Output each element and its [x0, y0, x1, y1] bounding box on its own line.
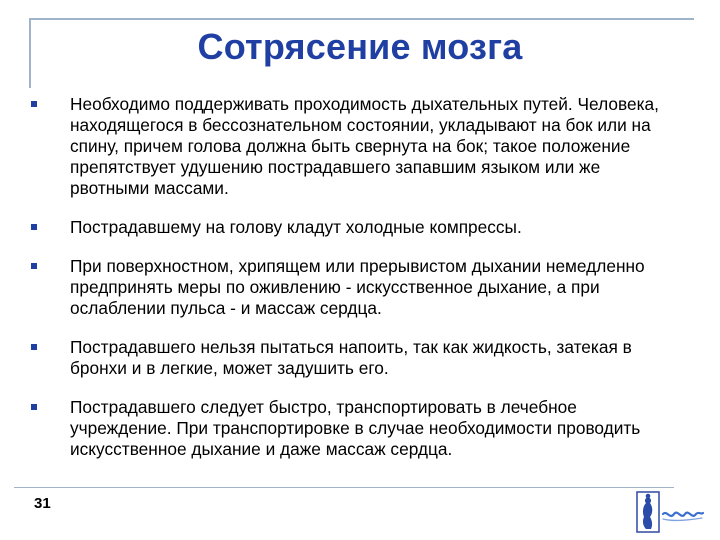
bullet-text: Пострадавшего следует быстро, транспортировать в лечебное учреждение. При транспортировке в случае необходимости проводить искусственное дыхание и даже массаж сердца.	[70, 397, 641, 459]
list-item	[30, 256, 680, 319]
page-number: 31	[34, 495, 51, 512]
footer-line	[14, 487, 674, 488]
bullet-text: Пострадавшего нельзя пытаться напоить, так как жидкость, затекая в бронхи и в легкие, может задушить его.	[70, 337, 632, 378]
list-item	[30, 217, 680, 238]
bullet-square-icon	[31, 224, 37, 230]
bullet-square-icon	[31, 101, 37, 107]
bullet-text: При поверхностном, хрипящем или прерывистом дыхании немедленно предпринять меры по оживлению - искусственное дыхание, а при ослаблении пульса - и массаж сердца.	[70, 256, 645, 318]
slide-title: Сотрясение мозга	[197, 26, 523, 67]
bullet-list	[30, 94, 680, 478]
bullet-square-icon	[31, 344, 37, 350]
bullet-square-icon	[31, 263, 37, 269]
university-logo	[636, 490, 704, 534]
bullet-text: Необходимо поддерживать проходимость дыхательных путей. Человека, находящегося в бессознательном состоянии, укладывают на бок или на спину, причем голова должна быть свернута на бок; такое положение препятствует удушению пострадавшего запавшим языком или же рвотными массами.	[70, 94, 659, 198]
frame-top-line	[29, 18, 694, 20]
list-item	[30, 337, 680, 379]
bullet-text: Пострадавшему на голову кладут холодные компрессы.	[70, 217, 522, 237]
list-item	[30, 94, 680, 199]
list-item	[30, 397, 680, 460]
bullet-square-icon	[31, 404, 37, 410]
